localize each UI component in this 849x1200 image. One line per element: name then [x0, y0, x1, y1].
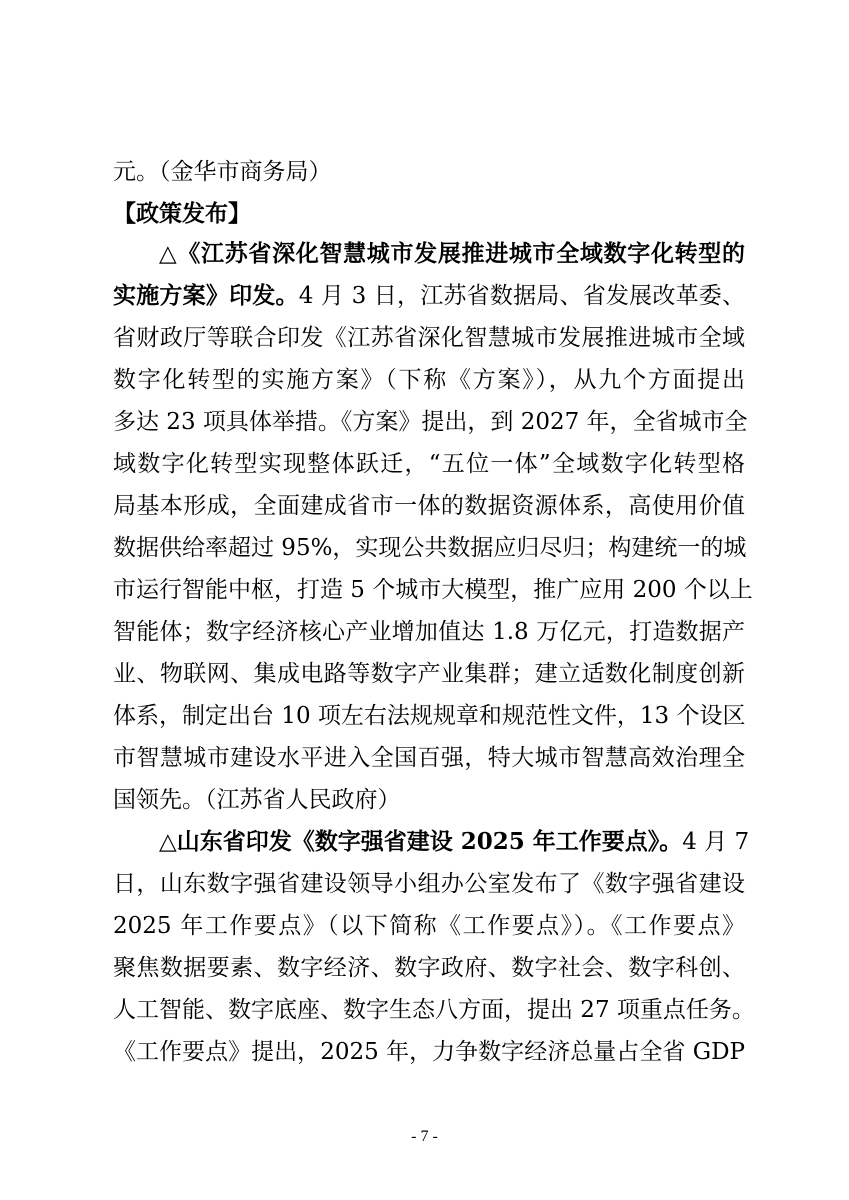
item1-line: 省财政厅等联合印发《江苏省深化智慧城市发展推进城市全域 — [113, 325, 745, 351]
item1-line: 市智慧城市建设水平进入全国百强，特大城市智慧高效治理全 — [113, 745, 745, 771]
item1-line: 国领先。（江苏省人民政府） — [113, 787, 401, 813]
item2-line: 人工智能、数字底座、数字生态八方面，提出 27 项重点任务。 — [113, 997, 755, 1023]
section-heading: 【政策发布】 — [113, 200, 251, 227]
item1-line: 数字化转型的实施方案》（下称《方案》），从九个方面提出 — [113, 367, 745, 393]
item1-line: 数据供给率超过 95%，实现公共数据应归尽归；构建统一的城 — [113, 535, 747, 561]
page-number: - 7 - — [411, 1128, 438, 1145]
item2-line: △山东省印发《数字强省建设 2025 年工作要点》。4 月 7 — [159, 828, 750, 855]
item2-line: 《工作要点》提出，2025 年，力争数字经济总量占全省 GDP — [113, 1039, 745, 1065]
item1-line: 实施方案》印发。4 月 3 日，江苏省数据局、省发展改革委、 — [113, 282, 745, 309]
item1-line: 智能体；数字经济核心产业增加值达 1.8 万亿元，打造数据产 — [113, 619, 745, 645]
item1-line: △《江苏省深化智慧城市发展推进城市全域数字化转型的 — [159, 240, 745, 267]
item1-line: 市运行智能中枢，打造 5 个城市大模型，推广应用 200 个以上 — [113, 577, 753, 603]
item2-line: 日，山东数字强省建设领导小组办公室发布了《数字强省建设 — [113, 871, 745, 897]
item1-line: 局基本形成，全面建成省市一体的数据资源体系，高使用价值 — [113, 493, 745, 519]
item1-line: 域数字化转型实现整体跃迁，“五位一体”全域数字化转型格 — [113, 451, 745, 477]
item1-line: 体系，制定出台 10 项左右法规规章和规范性文件，13 个设区 — [113, 703, 746, 729]
item2-line: 2025 年工作要点》（以下简称《工作要点》）。《工作要点》 — [113, 913, 745, 939]
item2-line: 聚焦数据要素、数字经济、数字政府、数字社会、数字科创、 — [113, 955, 745, 981]
item1-line: 多达 23 项具体举措。《方案》提出，到 2027 年，全省城市全 — [113, 409, 748, 435]
previous-article-tail: 元。（金华市商务局） — [113, 159, 332, 185]
item1-line: 业、物联网、集成电路等数字产业集群；建立适数化制度创新 — [113, 661, 745, 687]
